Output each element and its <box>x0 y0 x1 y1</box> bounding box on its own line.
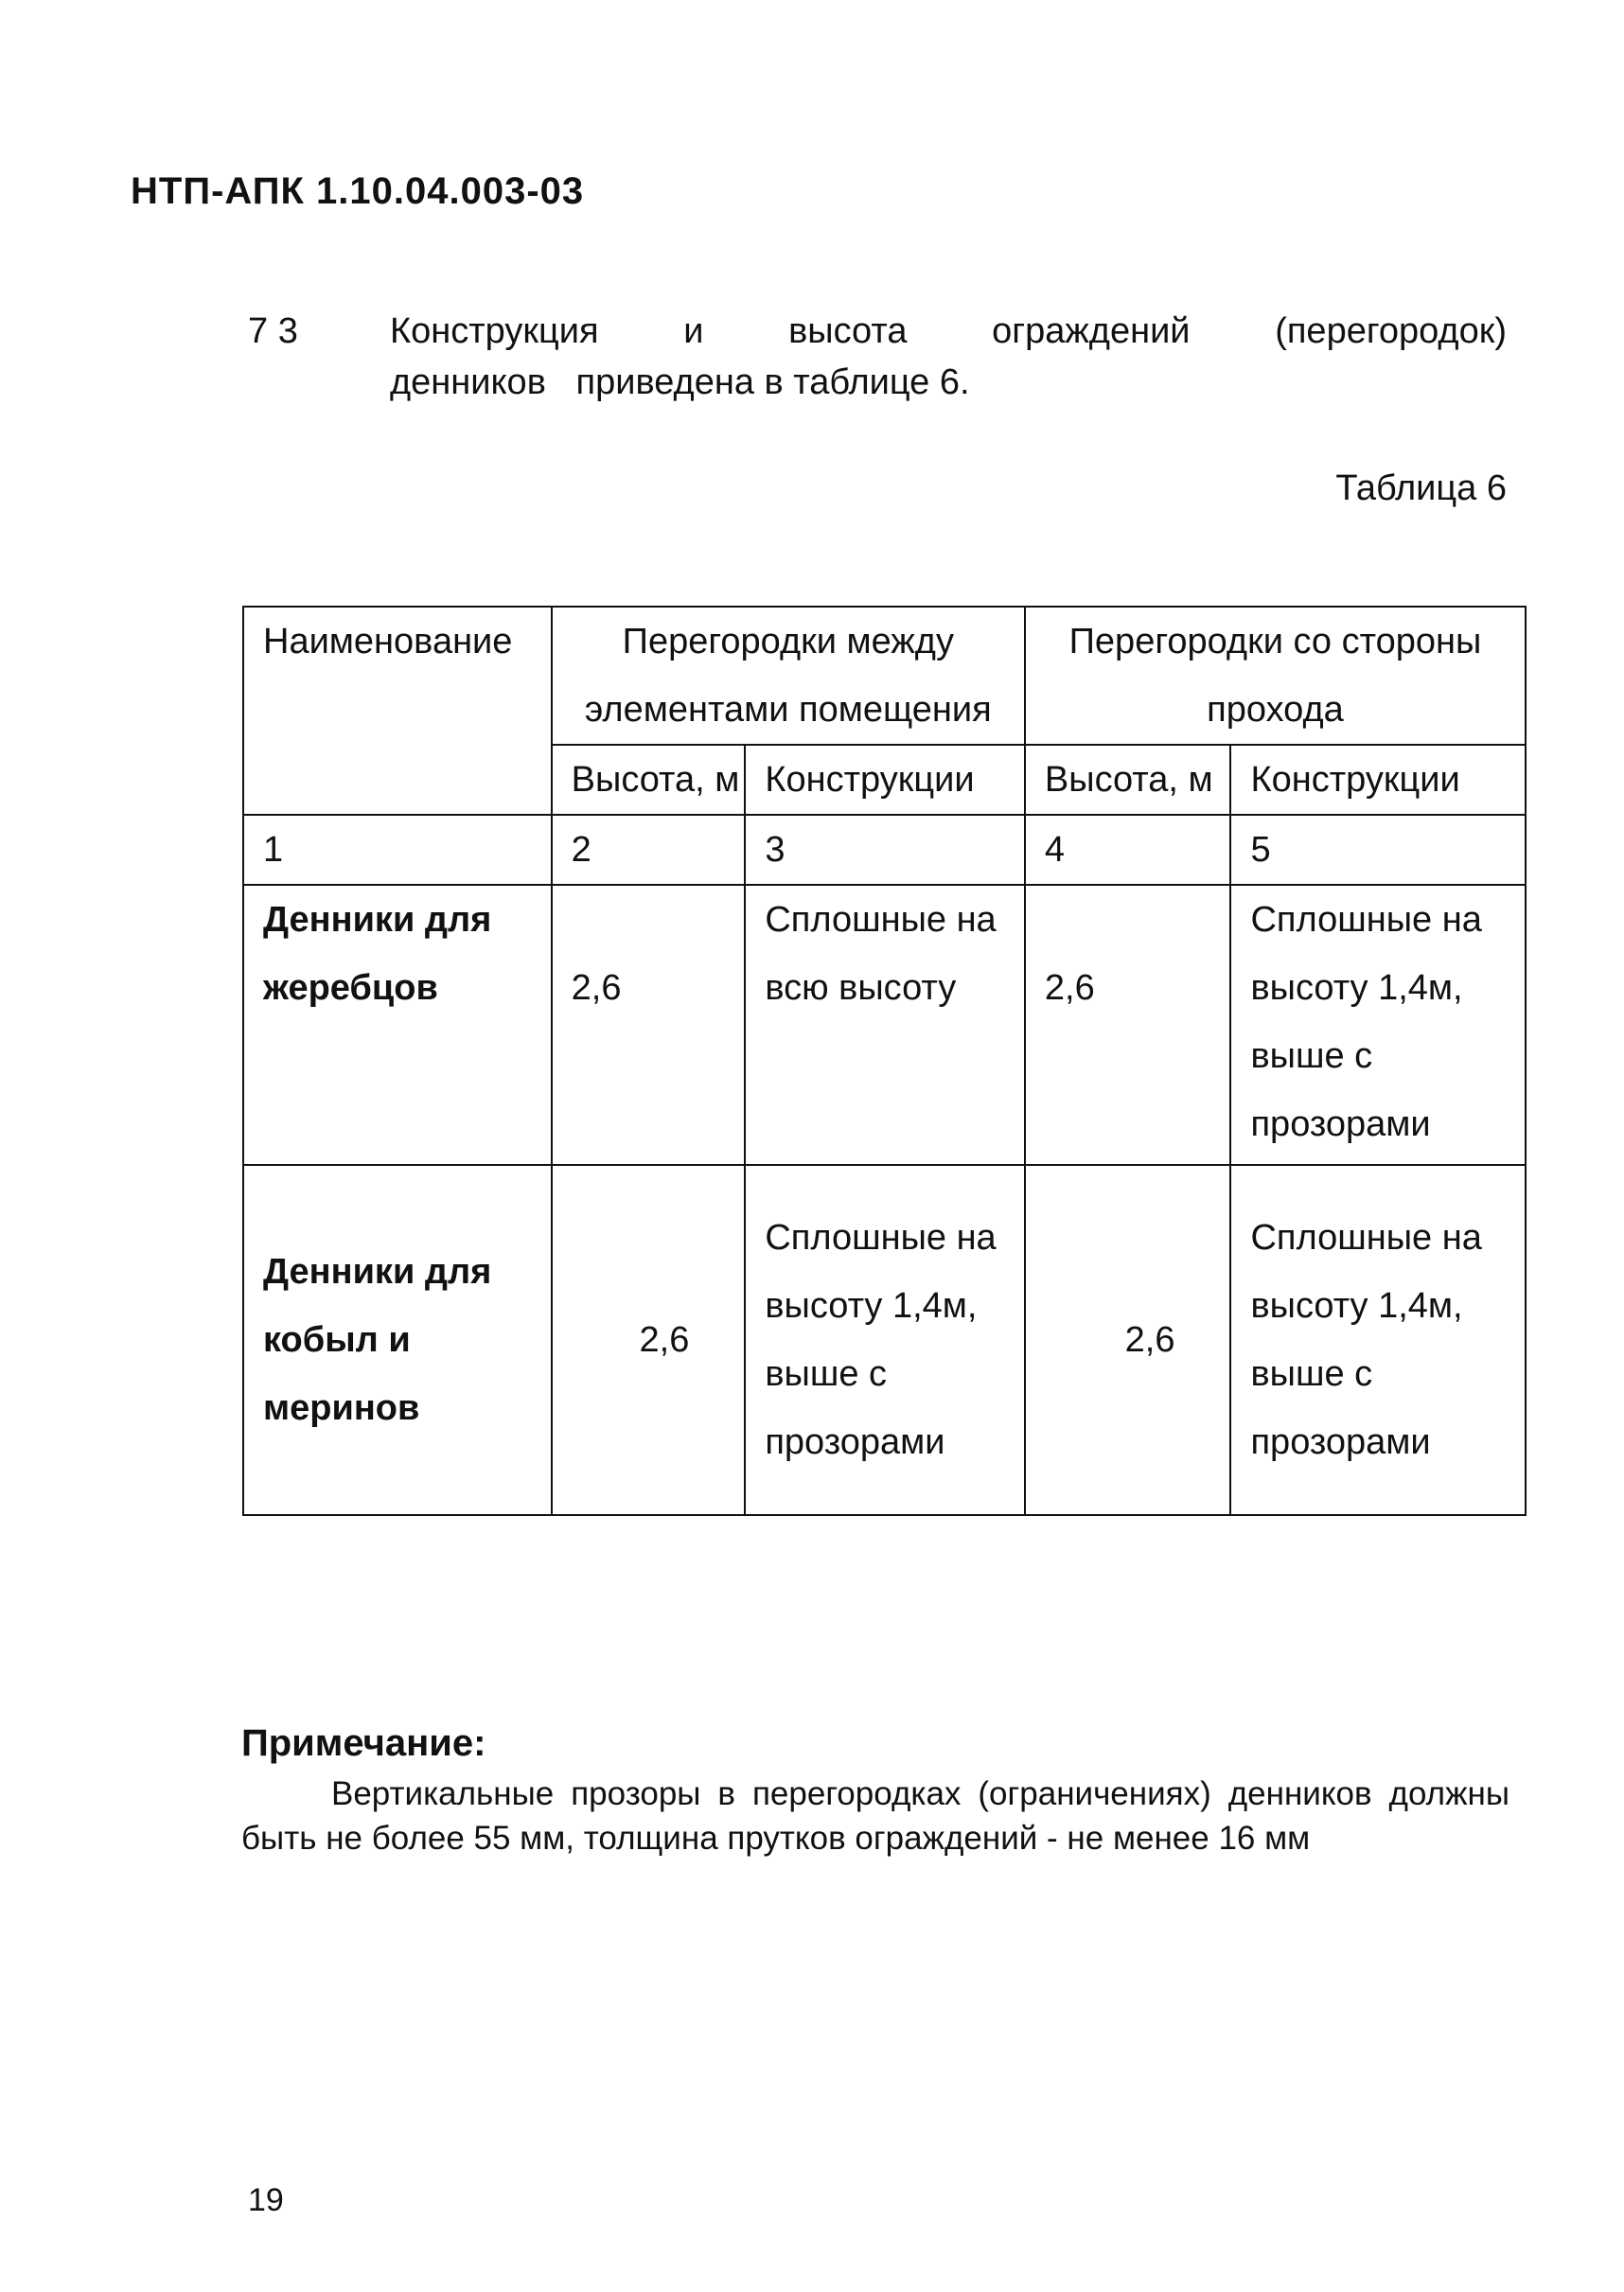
section-line-2: денников приведена в таблице 6. <box>390 362 970 402</box>
table-row <box>243 885 1526 1165</box>
column-number: 5 <box>1230 815 1526 885</box>
row-height-between: 2,6 <box>552 885 746 1165</box>
column-number: 3 <box>745 815 1025 885</box>
table-caption: Таблица 6 <box>1335 468 1507 508</box>
subheader-construction: Конструкции <box>745 745 1025 815</box>
section-number: 7 3 <box>248 311 298 351</box>
page-number: 19 <box>248 2182 284 2218</box>
row-height-passage: 2,6 <box>1025 885 1231 1165</box>
header-name: Наименование <box>243 607 552 815</box>
header-group-passage-side: Перегородки со стороны прохода <box>1025 607 1526 745</box>
note-body: Вертикальные прозоры в перегородках (ограничениях) денников должны быть не более 55 мм, толщина прутков ограждений - не менее 16 мм <box>241 1775 1509 1857</box>
section-word: (перегородок) <box>1275 311 1508 351</box>
subheader-height: Высота, м <box>552 745 746 815</box>
row-construction-passage: Сплошные на высоту 1,4м, выше с прозорами <box>1230 1165 1526 1515</box>
row-construction-passage: Сплошные на высоту 1,4м, выше с прозорами <box>1230 885 1526 1165</box>
section-word: и <box>683 311 704 351</box>
table-row <box>243 1165 1526 1515</box>
column-number: 4 <box>1025 815 1231 885</box>
column-number: 2 <box>552 815 746 885</box>
row-construction-between: Сплошные на высоту 1,4м, выше с прозорами <box>745 1165 1025 1515</box>
column-number: 1 <box>243 815 552 885</box>
row-height-passage: 2,6 <box>1025 1165 1231 1515</box>
section-line-1 <box>248 306 1507 357</box>
header-group-between-elements: Перегородки между элементами помещения <box>552 607 1025 745</box>
subheader-height: Высота, м <box>1025 745 1231 815</box>
row-construction-between: Сплошные на всю высоту <box>745 885 1025 1165</box>
row-name: Денники для кобыл и меринов <box>243 1165 552 1515</box>
row-height-between: 2,6 <box>552 1165 746 1515</box>
column-number-row <box>243 815 1526 885</box>
section-7-3 <box>248 306 1507 408</box>
section-word: ограждений <box>992 311 1191 351</box>
row-name: Денники для жеребцов <box>243 885 552 1165</box>
table-header-row <box>243 607 1526 745</box>
note-title: Примечание: <box>241 1722 486 1764</box>
note-text <box>241 1772 1509 1860</box>
section-word: Конструкция <box>390 311 599 351</box>
section-word: высота <box>788 311 908 351</box>
partition-table <box>242 606 1527 1516</box>
document-code: НТП-АПК 1.10.04.003-03 <box>131 170 585 212</box>
subheader-construction: Конструкции <box>1230 745 1526 815</box>
